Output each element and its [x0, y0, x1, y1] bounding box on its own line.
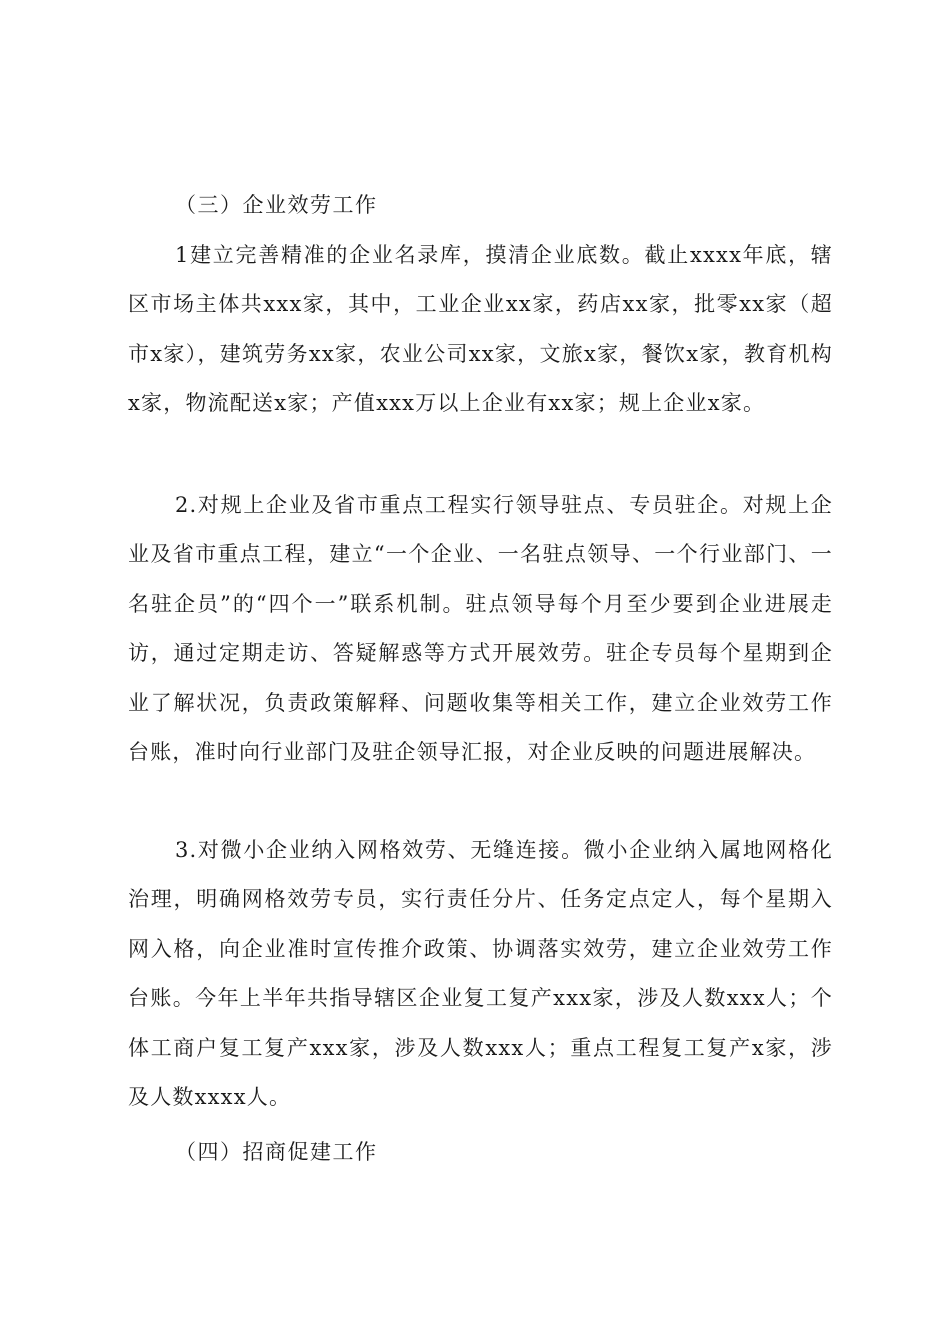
paragraph-3: 3.对微小企业纳入网格效劳、无缝连接。微小企业纳入属地网格化治理，明确网格效劳专员，实行责任分片、任务定点定人，每个星期入网入格，向企业准时宣传推介政策、协调落实效劳，建立企业效劳工作台账。今年上半年共指导辖区企业复工复产xxx家，涉及人数xxx人；个体工商户复工复产xxx家，涉及人数xxx人；重点工程复工复产x家，涉及人数xxxx人。	[128, 838, 833, 1110]
section-heading-4: （四）招商促建工作	[175, 1140, 378, 1164]
paragraph-2: 2.对规上企业及省市重点工程实行领导驻点、专员驻企。对规上企业及省市重点工程，建立“一个企业、一名驻点领导、一个行业部门、一名驻企员”的“四个一”联系机制。驻点领导每个月至少要到企业进展走访，通过定期走访、答疑解惑等方式开展效劳。驻企专员每个星期到企业了解状况，负责政策解释、问题收集等相关工作，建立企业效劳工作台账，准时向行业部门及驻企领导汇报，对企业反映的问题进展解决。	[128, 493, 833, 765]
paragraph-1: 1建立完善精准的企业名录库，摸清企业底数。截止xxxx年底，辖区市场主体共xxx家，其中，工业企业xx家，药店xx家，批零xx家（超市x家），建筑劳务xx家，农业公司xx家，文旅x家，餐饮x家，教育机构x家，物流配送x家；产值xxx万以上企业有xx家；规上企业x家。	[128, 243, 833, 416]
section-heading-3: （三）企业效劳工作	[175, 193, 378, 217]
